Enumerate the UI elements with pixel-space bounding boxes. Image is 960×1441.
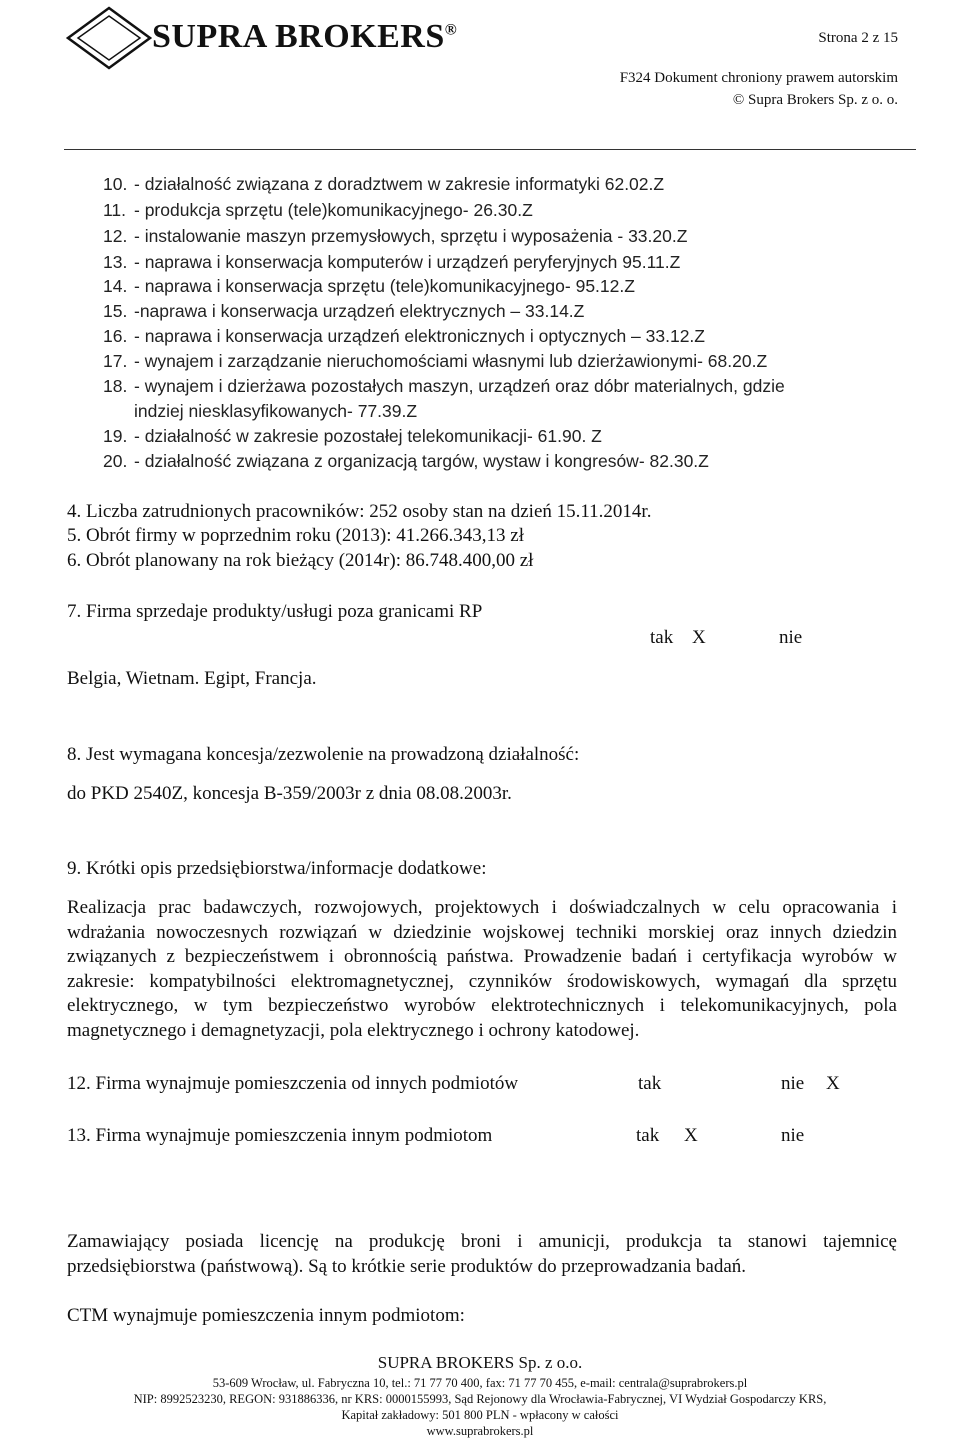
brand-name: SUPRA BROKERS® <box>152 18 458 55</box>
list-item: 10. - działalność związana z doradztwem w zakresie informatyki 62.02.Z <box>103 174 665 194</box>
turnover-previous: 5. Obrót firmy w poprzednim roku (2013): 41.266.343,13 zł <box>67 525 524 546</box>
rent-from-question: 12. Firma wynajmuje pomieszczenia od innych podmiotów <box>67 1073 519 1094</box>
license-note: Zamawiający posiada licencję na produkcję broni i amunicji, produkcja ta stanowi tajemnicę przedsiębiorstwa (państwową). Są to krótkie serie produktów do przeprowadzania badań. <box>67 1231 897 1277</box>
rent-to-yes-option: tak <box>636 1125 660 1146</box>
export-question: 7. Firma sprzedaje produkty/usługi poza granicami RP <box>67 601 483 622</box>
registered-mark: ® <box>444 21 458 39</box>
ctm-rent-heading: CTM wynajmuje pomieszczenia innym podmiotom: <box>67 1305 465 1326</box>
brand-logo-icon <box>66 6 152 70</box>
company-description: Realizacja prac badawczych, rozwojowych, projektowych i doświadczalnych w celu opracowania i wdrażania nowoczesnych rozwiązań w dziedzinie wojskowej techniki morskiej oraz innych dziedzin związanych z bezpieczeństwem i obronnością państwa. Prowadzenie badań i certyfikacja wyrobów w zakresie: kompatybilności elektromagnetycznej, czynników środowiskowych, wymagań dla sprzętu elektrycznego, w tym bezpieczeństwo wyrobów elektrotechnicznych i telekomunikacyjnych, pola magnetycznego i demagnetyzacji, pola elektrycznego i ochrony katodowej. <box>67 897 897 1041</box>
description-heading: 9. Krótki opis przedsiębiorstwa/informacje dodatkowe: <box>67 858 487 879</box>
footer-capital: Kapitał zakładowy: 501 800 PLN - wpłacony w całości <box>341 1408 619 1422</box>
rent-to-question: 13. Firma wynajmuje pomieszczenia innym podmiotom <box>67 1125 493 1146</box>
license-answer: do PKD 2540Z, koncesja B-359/2003r z dnia 08.08.2003r. <box>67 783 512 804</box>
list-item: 11. - produkcja sprzętu (tele)komunikacyjnego- 26.30.Z <box>103 200 533 220</box>
rent-from-no-option: nie <box>781 1073 805 1094</box>
export-yes-mark: X <box>692 627 706 648</box>
export-countries: Belgia, Wietnam. Egipt, Francja. <box>67 668 317 689</box>
list-item: 14. - naprawa i konserwacja sprzętu (tele)komunikacyjnego- 95.12.Z <box>103 276 635 296</box>
list-item: 13. - naprawa i konserwacja komputerów i urządzeń peryferyjnych 95.11.Z <box>103 252 681 272</box>
license-question: 8. Jest wymagana koncesja/zezwolenie na prowadzoną działalność: <box>67 744 580 765</box>
list-item: 16. - naprawa i konserwacja urządzeń elektronicznych i optycznych – 33.12.Z <box>103 326 705 346</box>
footer-registry: NIP: 8992523230, REGON: 931886336, nr KRS: 0000155993, Sąd Rejonowy dla Wrocławia-Fabrycznej, VI Wydział Gospodarczy KRS, <box>133 1392 827 1406</box>
header-divider <box>64 149 916 150</box>
list-item: 15. -naprawa i konserwacja urządzeń elektrycznych – 33.14.Z <box>103 301 585 321</box>
rent-from-no-mark: X <box>826 1073 840 1094</box>
employees-count: 4. Liczba zatrudnionych pracowników: 252 osoby stan na dzień 15.11.2014r. <box>67 501 652 522</box>
footer-address: 53-609 Wrocław, ul. Fabryczna 10, tel.: 71 77 70 400, fax: 71 77 70 455, e-mail: centrala@suprabrokers.pl <box>212 1376 748 1390</box>
turnover-planned: 6. Obrót planowany na rok bieżący (2014r): 86.748.400,00 zł <box>67 550 534 571</box>
export-no-option: nie <box>779 627 803 648</box>
doc-reference: F324 Dokument chroniony prawem autorskim <box>619 70 898 86</box>
list-item: 18. - wynajem i dzierżawa pozostałych maszyn, urządzeń oraz dóbr materialnych, gdzie <box>103 376 785 396</box>
list-item: 17. - wynajem i zarządzanie nieruchomościami własnymi lub dzierżawionymi- 68.20.Z <box>103 351 768 371</box>
page-number: Strona 2 z 15 <box>818 30 898 46</box>
rent-to-yes-mark: X <box>684 1125 698 1146</box>
list-item: 12. - instalowanie maszyn przemysłowych, sprzętu i wyposażenia - 33.20.Z <box>103 226 688 246</box>
list-item: 20. - działalność związana z organizacją targów, wystaw i kongresów- 82.30.Z <box>103 451 709 471</box>
footer-website: www.suprabrokers.pl <box>426 1424 534 1438</box>
export-yes-option: tak <box>650 627 674 648</box>
list-item: 19. - działalność w zakresie pozostałej telekomunikacji- 61.90. Z <box>103 426 602 446</box>
copyright: © Supra Brokers Sp. z o. o. <box>732 92 898 108</box>
list-item-continuation: indziej niesklasyfikowanych- 77.39.Z <box>134 401 418 421</box>
footer-company: SUPRA BROKERS Sp. z o.o. <box>377 1353 583 1372</box>
rent-from-yes-option: tak <box>638 1073 662 1094</box>
rent-to-no-option: nie <box>781 1125 805 1146</box>
